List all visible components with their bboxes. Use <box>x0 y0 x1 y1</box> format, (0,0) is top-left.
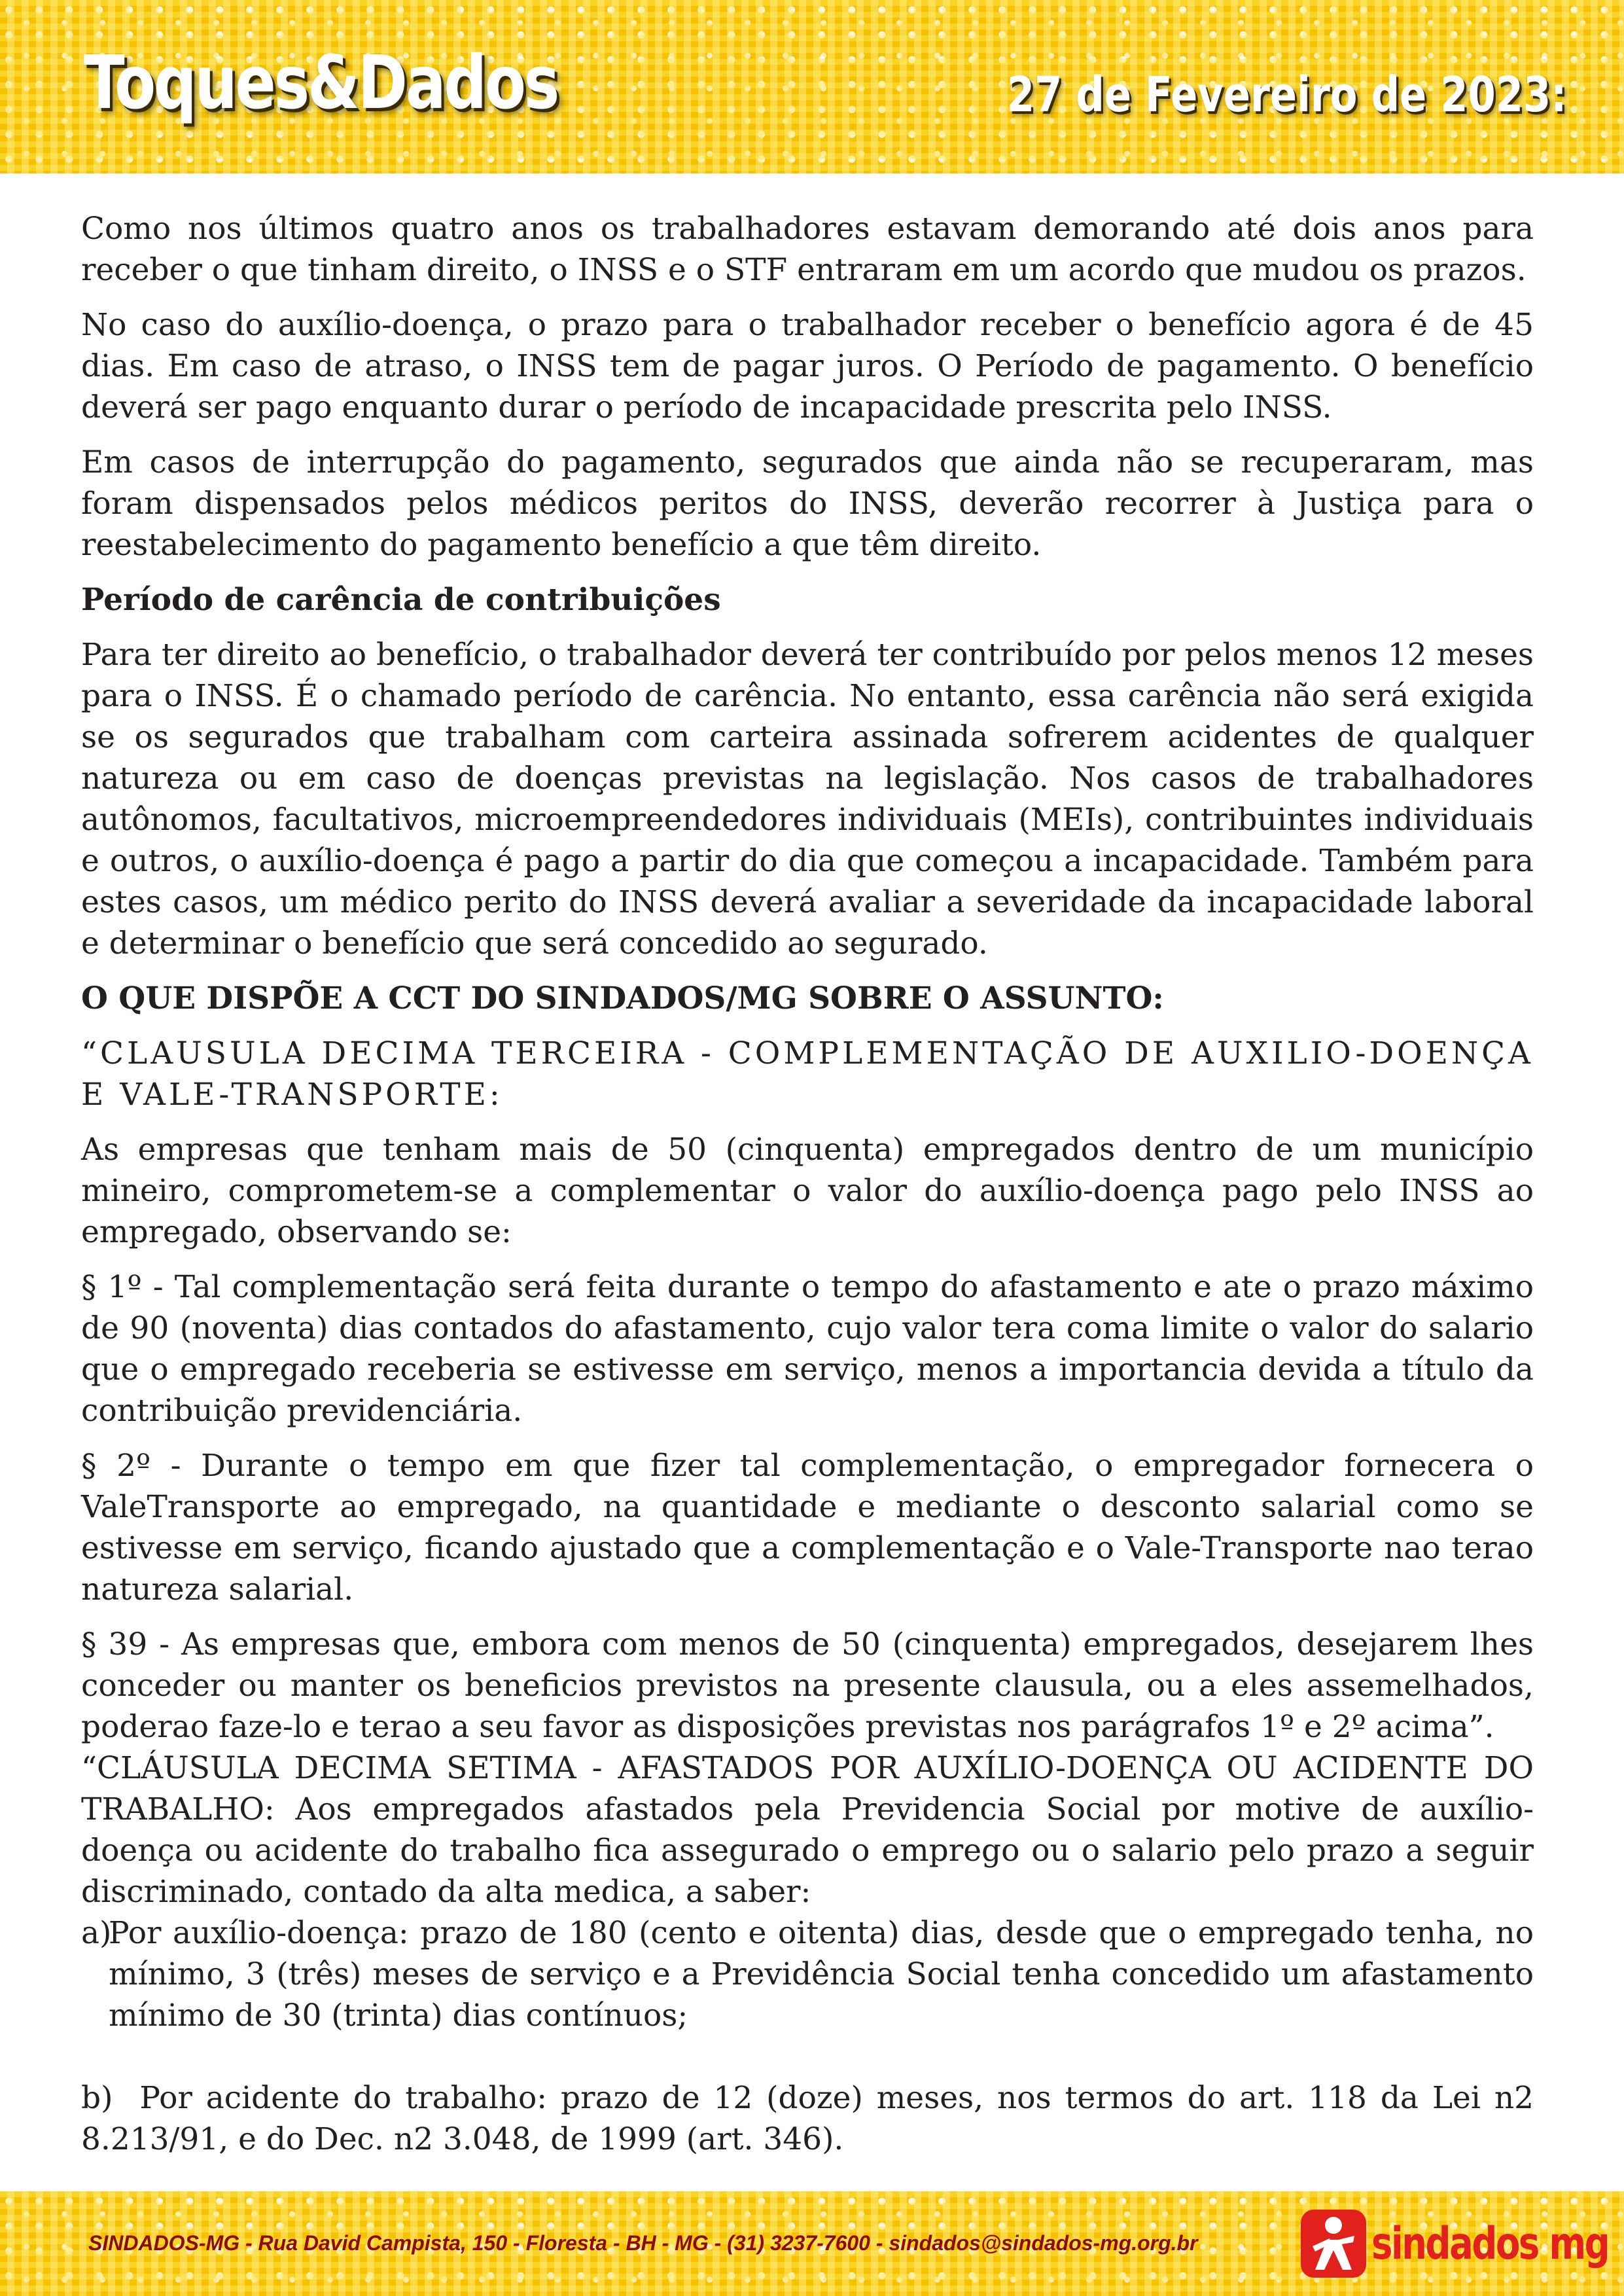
paragraph-par-2: § 2º - Durante o tempo em que fizer tal complementação, o empregador fornecera o ValeTransporte ao empregado, na quantidade e mediante o desconto salarial como se estivesse em serviço, ficando ajustado que a complementação e o Vale-Transporte nao terao natureza salarial. <box>81 1448 1534 1607</box>
heading-carencia: Período de carência de contribuições <box>81 582 721 618</box>
list-item <box>81 1912 1534 2036</box>
issue-date: 27 de Fevereiro de 2023: <box>1006 67 1566 123</box>
list-item-text: Por acidente do trabalho: prazo de 12 (doze) meses, nos termos do art. 118 da Lei n2 8.213/91, e do Dec. n2 3.048, de 1999 (art. 346). <box>81 2080 1534 2157</box>
paragraph-carencia: Para ter direito ao benefício, o trabalhador deverá ter contribuído por pelos menos 12 meses para o INSS. É o chamado período de carência. No entanto, essa carência não será exigida se os segurados que trabalham com carteira assinada sofrerem acidentes de qualquer natureza ou em caso de doenças previstas na legislação. Nos casos de trabalhadores autônomos, facultativos, microempreendedores individuais (MEIs), contribuintes individuais e outros, o auxílio-doença é pago a partir do dia que começou a incapacidade. Também para estes casos, um médico perito do INSS deverá avaliar a severidade da incapacidade laboral e determinar o benefício que será concedido ao segurado. <box>81 637 1534 961</box>
footer-address: SINDADOS-MG - Rua David Campista, 150 - Floresta - BH - MG - (31) 3237-7600 - sindados@sindados-mg.org.br <box>88 2231 1198 2255</box>
clause-17: “CLÁUSULA DECIMA SETIMA - AFASTADOS POR AUXÍLIO-DOENÇA OU ACIDENTE DO TRABALHO: Aos empregados afastados pela Previdencia Social por motive de auxílio-doença ou acidente do trabalho fica assegurado o emprego ou o salario pelo prazo a seguir discriminado, contado da alta medica, a saber: <box>81 1750 1534 1910</box>
list-marker: b) <box>81 2080 113 2116</box>
sindados-logo <box>1301 2204 1609 2283</box>
heading-cct: O QUE DISPÕE A CCT DO SINDADOS/MG SOBRE O ASSUNTO: <box>81 980 1164 1016</box>
clause-17-list <box>81 1912 1534 2160</box>
paragraph-empresas: As empresas que tenham mais de 50 (cinquenta) empregados dentro de um município mineiro, comprometem-se a complementar o valor do auxílio-doença pago pelo INSS ao empregado, observando se: <box>81 1132 1534 1250</box>
paragraph-interrupcao: Em casos de interrupção do pagamento, segurados que ainda não se recuperaram, mas foram dispensados pelos médicos peritos do INSS, deverão recorrer à Justiça para o reestabelecimento do pagamento benefício a que têm direito. <box>81 444 1534 563</box>
newsletter-title: Toques&Dados <box>84 41 558 126</box>
list-marker: a) <box>81 1915 112 1951</box>
clause-13-title: “CLAUSULA DECIMA TERCEIRA - COMPLEMENTAÇÃO DE AUXILIO-DOENÇA E VALE-TRANSPORTE: <box>81 1035 1534 1113</box>
article-body <box>81 208 1534 2160</box>
worker-figure-icon <box>1301 2210 1366 2278</box>
list-item <box>81 2077 1534 2160</box>
list-item-text: Por auxílio-doença: prazo de 180 (cento e oitenta) dias, desde que o empregado tenha, no mínimo, 3 (três) meses de serviço e a Previdência Social tenha concedido um afastamento mínimo de 30 (trinta) dias contínuos; <box>109 1915 1534 2034</box>
paragraph-intro: Como nos últimos quatro anos os trabalhadores estavam demorando até dois anos para receber o que tinham direito, o INSS e o STF entraram em um acordo que mudou os prazos. <box>81 211 1534 288</box>
paragraph-par-1: § 1º - Tal complementação será feita durante o tempo do afastamento e ate o prazo máximo de 90 (noventa) dias contados do afastamento, cujo valor tera coma limite o valor do salario que o empregado receberia se estivesse em serviço, menos a importancia devida a título da contribuição previdenciária. <box>81 1269 1534 1429</box>
paragraph-auxilio-prazo: No caso do auxílio-doença, o prazo para o trabalhador receber o benefício agora é de 45 dias. Em caso de atraso, o INSS tem de pagar juros. O Período de pagamento. O benefício deverá ser pago enquanto durar o período de incapacidade prescrita pelo INSS. <box>81 307 1534 425</box>
paragraph-par-39: § 39 - As empresas que, embora com menos de 50 (cinquenta) empregados, desejarem lhes conceder ou manter os beneficios previstos na presente clausula, ou a eles assemelhados, poderao faze-lo e terao a seu favor as disposições previstas nos parágrafos 1º e 2º acima”. <box>81 1626 1534 1745</box>
logo-wordmark: sindados mg <box>1371 2217 1609 2270</box>
